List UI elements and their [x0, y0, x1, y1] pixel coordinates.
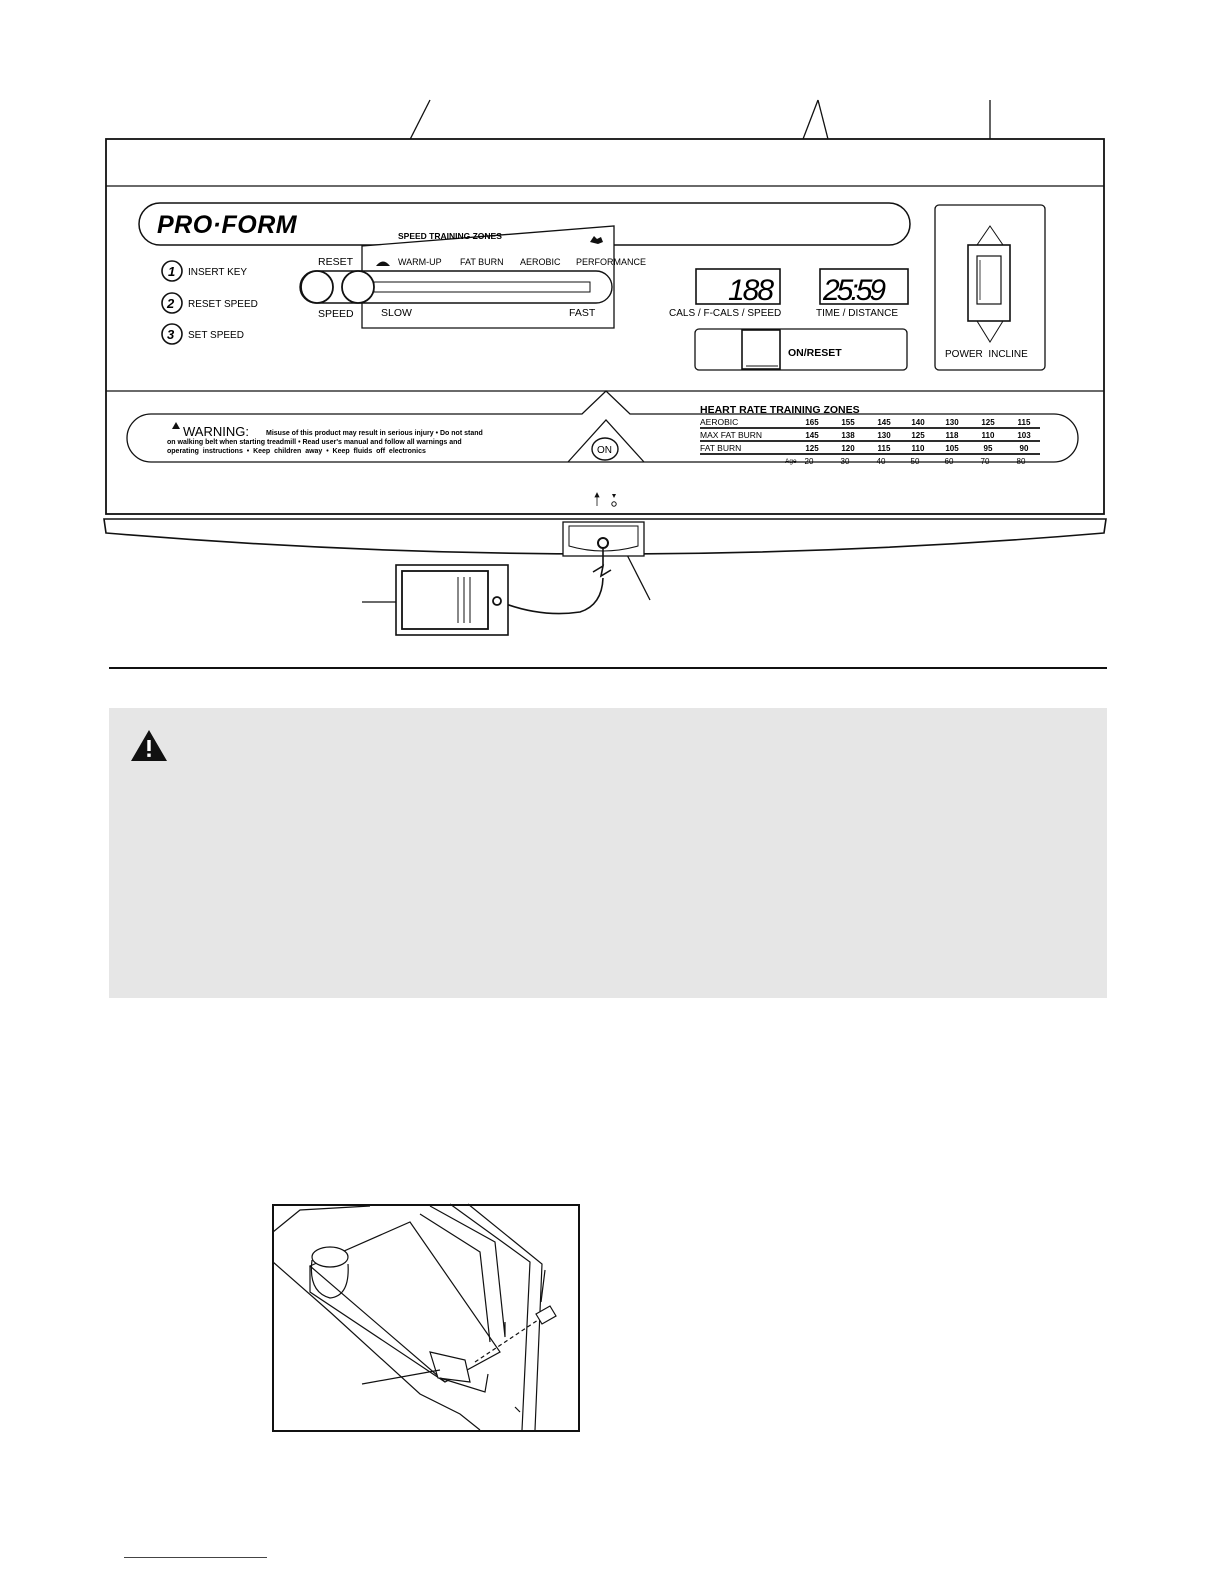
hr-row-label: MAX FAT BURN — [700, 430, 763, 440]
hr-table-title: HEART RATE TRAINING ZONES — [700, 404, 860, 416]
warning-line-1: Misuse of this product may result in serious injury • Do not stand — [266, 430, 483, 437]
zone-warm-up: WARM-UP — [398, 257, 442, 267]
underside-illustration — [270, 1202, 582, 1434]
hr-age-cell: 40 — [876, 457, 886, 466]
speed-zones-title: SPEED TRAINING ZONES — [398, 231, 502, 241]
speed-knob[interactable] — [342, 271, 374, 303]
hr-cell: 125 — [981, 418, 995, 427]
zone-performance: PERFORMANCE — [576, 257, 647, 267]
key-cord — [498, 548, 611, 614]
warning-title: WARNING: — [183, 424, 249, 439]
step-insert-key: INSERT KEY — [188, 267, 248, 278]
warning-triangle-icon — [129, 728, 169, 764]
hr-cell: 145 — [805, 431, 819, 440]
step-set-speed: SET SPEED — [188, 330, 244, 341]
hr-age-label: Age — [785, 458, 797, 465]
hr-cell: 145 — [877, 418, 891, 427]
console-diagram — [0, 0, 1224, 660]
hr-cell: 165 — [805, 418, 819, 427]
key-port[interactable] — [598, 538, 608, 548]
warning-line-3: operating instructions • Keep children away • Keep fluids off electronics — [167, 448, 426, 455]
svg-text:2: 2 — [167, 296, 175, 311]
hr-cell: 115 — [877, 444, 891, 453]
svg-text:1: 1 — [168, 264, 176, 279]
hr-cell: 110 — [911, 444, 925, 453]
display-time-distance-label: TIME / DISTANCE — [816, 308, 899, 319]
brand-logo: PRO·FORM — [157, 211, 298, 239]
hr-age-cell: 20 — [804, 457, 814, 466]
hr-cell: 138 — [841, 431, 855, 440]
warning-box — [109, 708, 1107, 998]
hr-cell: 118 — [945, 431, 959, 440]
hr-age-cell: 60 — [944, 457, 954, 466]
step-reset-speed: RESET SPEED — [188, 299, 258, 310]
hr-age-cell: 30 — [840, 457, 850, 466]
on-reset-button[interactable] — [742, 330, 780, 369]
hr-cell: 140 — [911, 418, 925, 427]
footer-link-underline — [124, 1557, 267, 1558]
display-time-distance-value: 25:59 — [823, 274, 884, 307]
speed-label: SPEED — [318, 308, 354, 320]
display-cals-speed-value: 188 — [728, 274, 773, 307]
step-list — [162, 261, 258, 344]
hr-row-label: AEROBIC — [700, 417, 739, 427]
zone-fat-burn: FAT BURN — [460, 257, 504, 267]
section-divider — [109, 667, 1107, 669]
display-cals-speed-label: CALS / F-CALS / SPEED — [669, 308, 782, 319]
hr-age-cell: 80 — [1016, 457, 1026, 466]
hr-cell: 103 — [1017, 431, 1031, 440]
hr-cell: 125 — [911, 431, 925, 440]
hr-cell: 125 — [805, 444, 819, 453]
reset-button[interactable] — [301, 271, 333, 303]
hr-age-cell: 50 — [910, 457, 920, 466]
slow-label: SLOW — [381, 307, 412, 319]
hr-cell: 155 — [841, 418, 855, 427]
hr-cell: 110 — [981, 431, 995, 440]
power-incline-label: POWER INCLINE — [945, 349, 1028, 360]
fast-label: FAST — [569, 307, 596, 319]
warning-line-2: on walking belt when starting treadmill • Read user's manual and follow all warnings and — [167, 439, 462, 446]
hr-row-label: FAT BURN — [700, 443, 742, 453]
hr-cell: 90 — [1019, 444, 1029, 453]
hr-cell: 130 — [877, 431, 891, 440]
hr-cell: 120 — [841, 444, 855, 453]
zone-aerobic: AEROBIC — [520, 257, 561, 267]
svg-text:3: 3 — [167, 327, 175, 342]
hr-age-cell: 70 — [980, 457, 990, 466]
on-reset-label: ON/RESET — [788, 347, 842, 359]
hr-cell: 95 — [983, 444, 993, 453]
on-label: ON — [597, 445, 612, 456]
hr-cell: 130 — [945, 418, 959, 427]
hr-cell: 105 — [945, 444, 959, 453]
reset-label: RESET — [318, 256, 354, 268]
hr-cell: 115 — [1017, 418, 1031, 427]
